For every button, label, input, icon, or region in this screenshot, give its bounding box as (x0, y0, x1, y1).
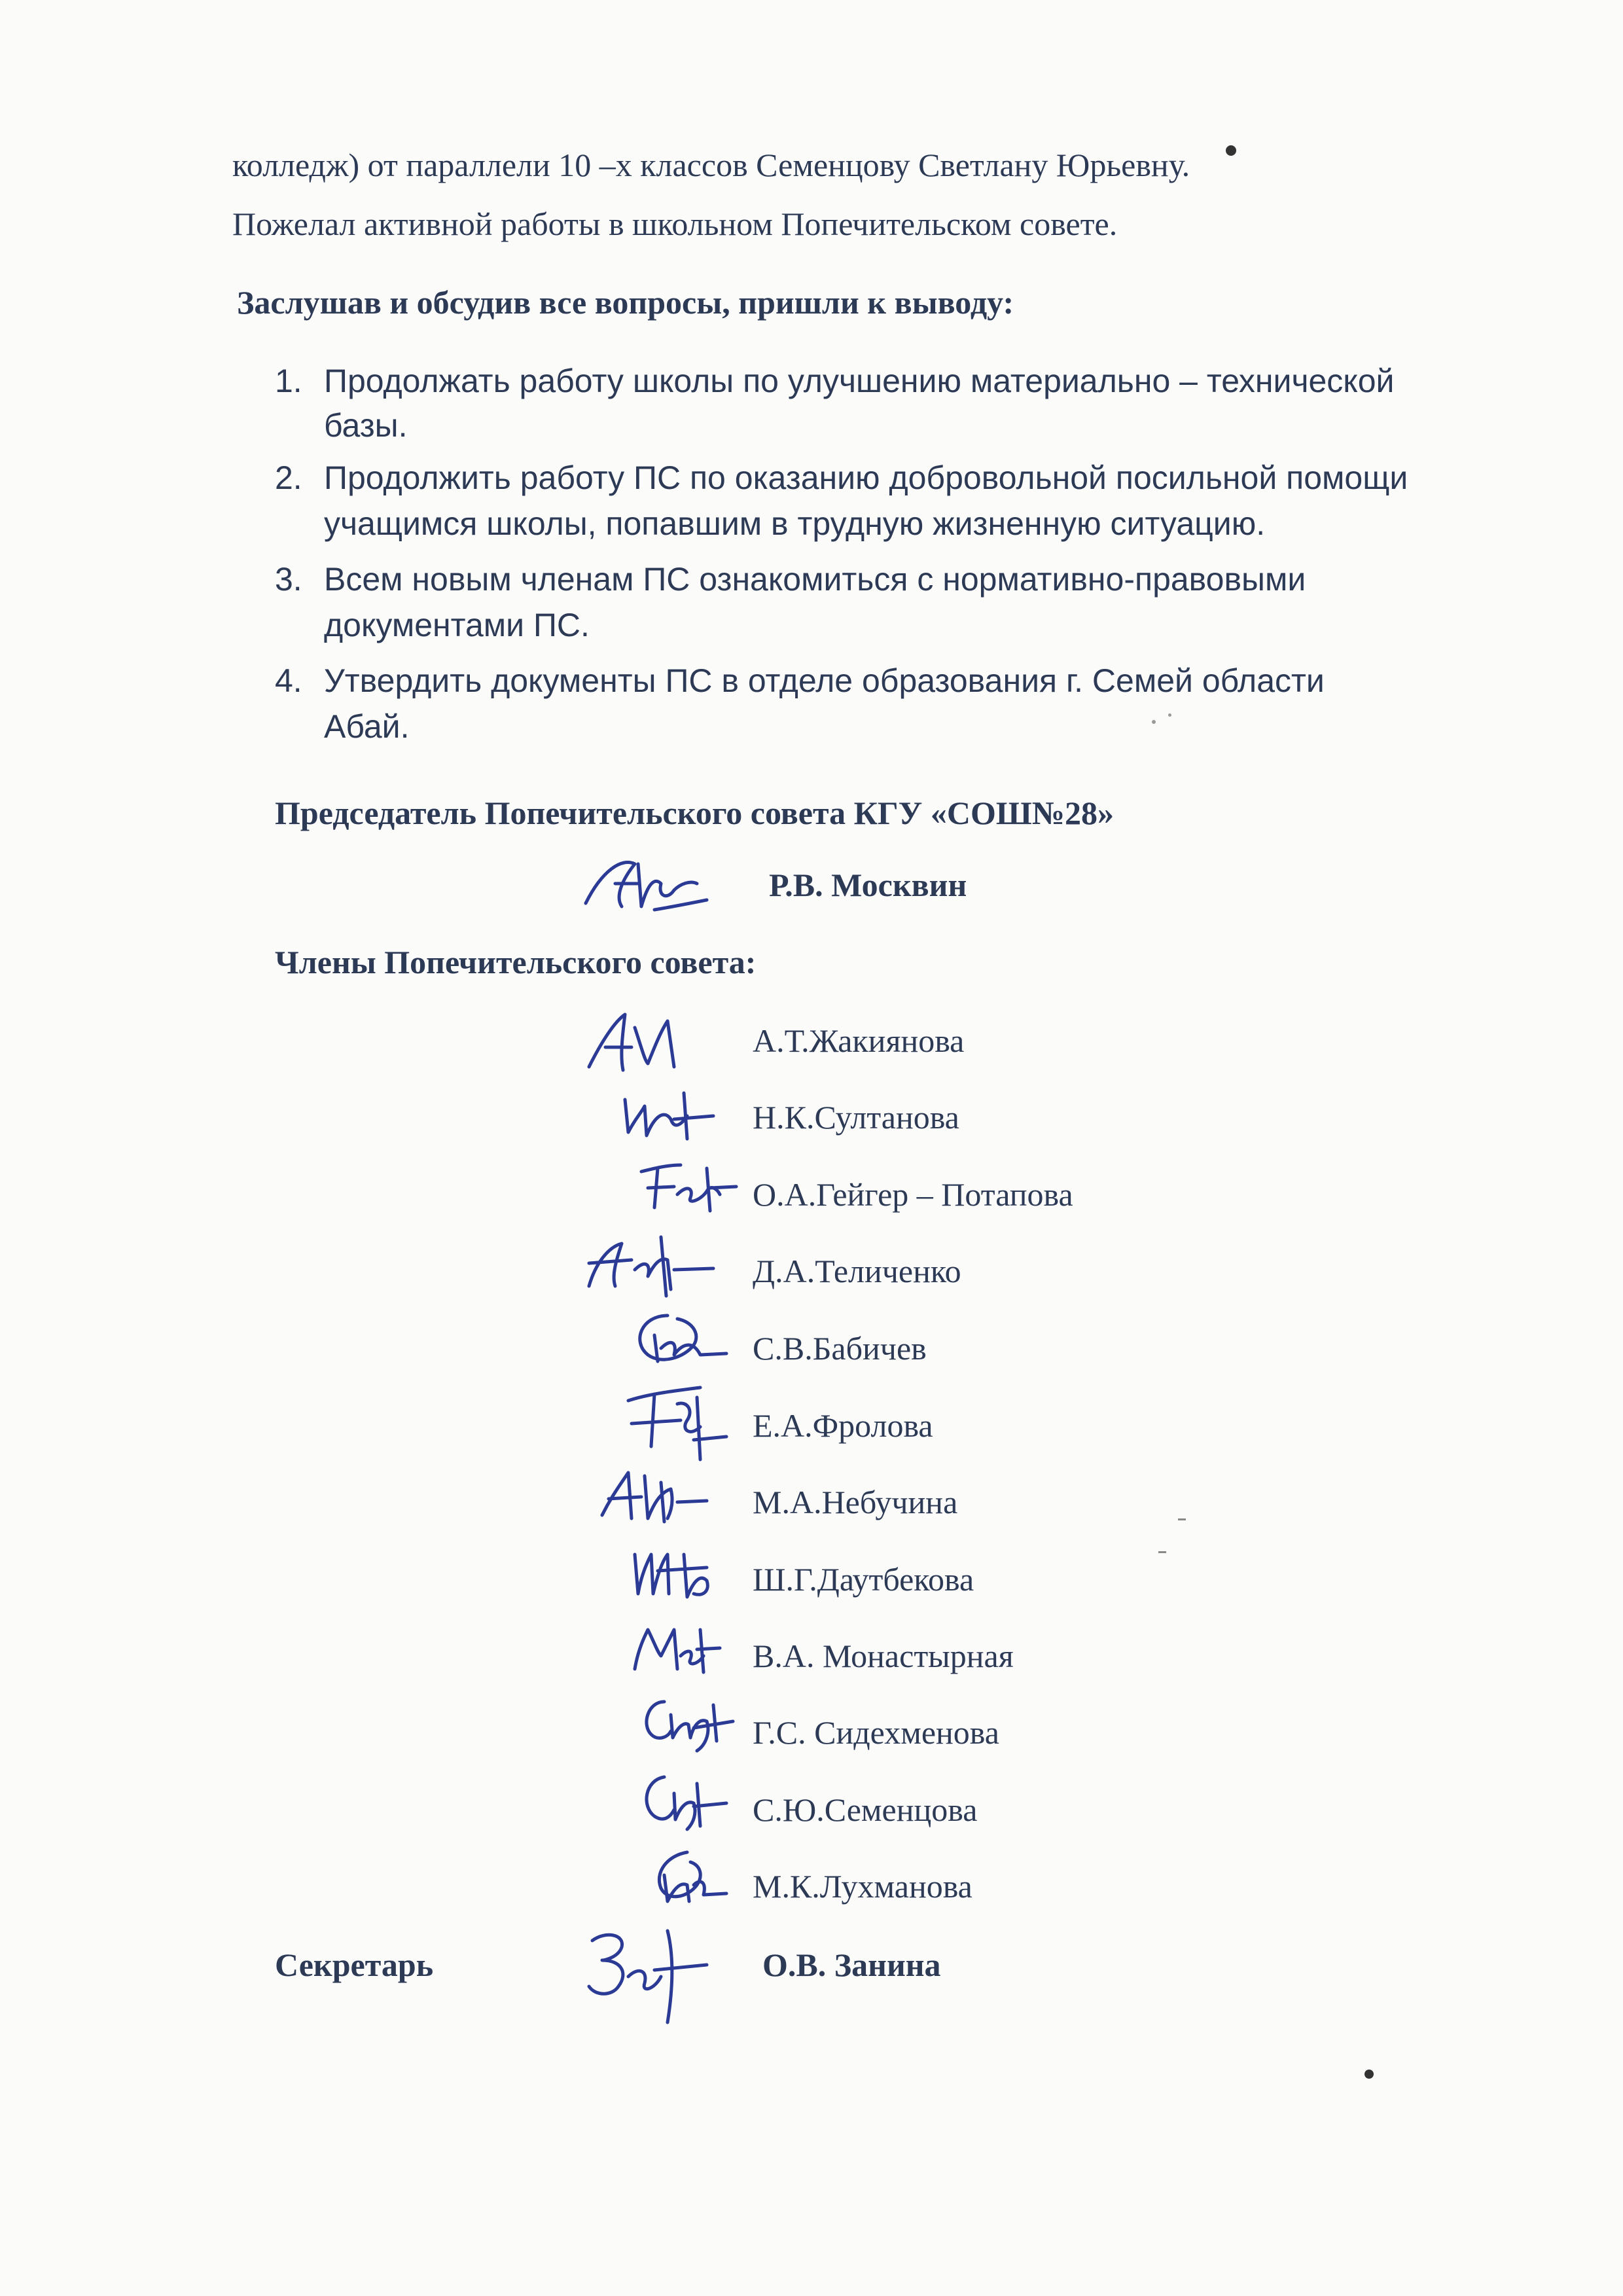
member-signature (628, 1149, 746, 1221)
resolution-line: документами ПС. (324, 607, 590, 643)
resolution-number: 4. (275, 662, 302, 699)
resolution-number: 1. (275, 363, 302, 399)
scan-speck (1226, 145, 1236, 156)
secretary-name: О.В. Занина (762, 1946, 941, 1983)
member-name: А.Т.Жакиянова (753, 1022, 965, 1059)
resolution-line: Всем новым членам ПС ознакомиться с нормативно-правовыми (324, 561, 1306, 598)
member-name: Д.А.Теличенко (753, 1253, 961, 1289)
resolution-number: 3. (275, 561, 302, 598)
chairman-signature (576, 844, 720, 929)
secretary-signature (576, 1918, 726, 2029)
member-name: С.В.Бабичев (753, 1330, 927, 1367)
intro-line-2: Пожелал активной работы в школьном Попечительском совете. (232, 206, 1118, 242)
member-name: Г.С. Сидехменова (753, 1714, 999, 1751)
resolution-line: Утвердить документы ПС в отделе образования г. Семей области (324, 662, 1325, 699)
members-heading: Члены Попечительского совета: (275, 944, 757, 980)
scan-speck (1178, 1518, 1186, 1520)
scan-speck (1168, 713, 1171, 717)
secretary-title: Секретарь (275, 1946, 434, 1983)
member-name: Е.А.Фролова (753, 1407, 933, 1444)
member-signature (628, 1685, 746, 1764)
member-signature (628, 1761, 740, 1839)
resolution-number: 2. (275, 459, 302, 496)
member-name: С.Ю.Семенцова (753, 1791, 978, 1828)
member-signature (615, 1080, 733, 1152)
resolution-line: Продолжить работу ПС по оказанию добровольной посильной помощи (324, 459, 1408, 496)
member-name: Ш.Г.Даутбекова (753, 1561, 974, 1598)
conclusion-heading: Заслушав и обсудив все вопросы, пришли к выводу: (237, 284, 1014, 321)
member-name: М.А.Небучина (753, 1484, 958, 1520)
scan-speck (1152, 720, 1156, 724)
member-signature (576, 1001, 707, 1086)
chairman-name: Р.В. Москвин (769, 867, 967, 903)
resolution-line: Абай. (324, 708, 410, 745)
member-name: М.К.Лухманова (753, 1868, 972, 1905)
scan-speck (1158, 1551, 1166, 1553)
member-signature (589, 1456, 740, 1528)
member-signature (628, 1839, 740, 1918)
resolution-line: Продолжать работу школы по улучшению материально – технической (324, 363, 1395, 399)
scan-speck (1364, 2070, 1374, 2079)
resolution-line: базы. (324, 407, 408, 444)
chairman-title: Председатель Попечительского совета КГУ «СОШ№28» (275, 795, 1115, 831)
resolution-line: учащимся школы, попавшим в трудную жизненную ситуацию. (324, 505, 1266, 542)
member-name: Н.К.Султанова (753, 1099, 959, 1136)
member-signature (576, 1224, 726, 1302)
member-signature (622, 1302, 740, 1374)
member-signature (622, 1535, 740, 1607)
member-signature (615, 1374, 746, 1466)
member-name: В.А. Монастырная (753, 1638, 1014, 1674)
member-name: О.А.Гейгер – Потапова (753, 1176, 1073, 1213)
member-signature (622, 1610, 740, 1682)
intro-line-1: колледж) от параллели 10 –х классов Семенцову Светлану Юрьевну. (232, 147, 1190, 183)
